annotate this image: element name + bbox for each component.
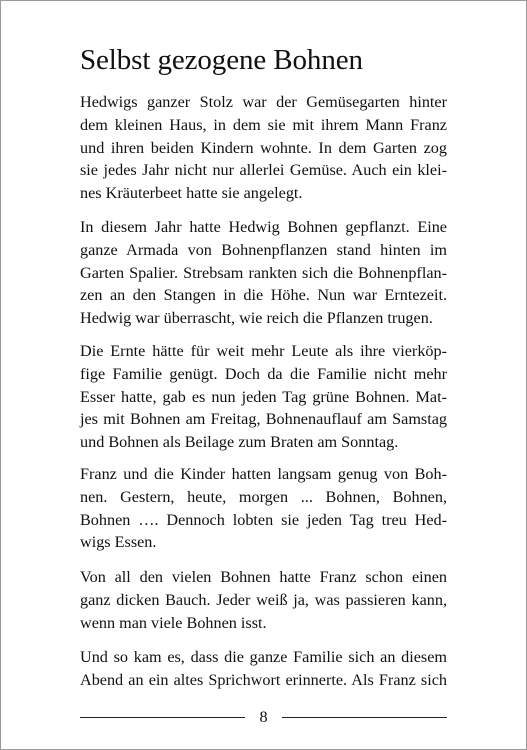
text-line: wigs Essen. [80, 533, 157, 552]
text-line: Hedwig war überrascht, wie reich die Pflanzen trugen. [80, 309, 433, 328]
text-line: nes Kräuterbeet hatte sie angelegt. [80, 184, 303, 203]
text-line: fige Familie genügt. Doch da die Familie nicht mehr [80, 364, 447, 383]
footer-rule-right [282, 717, 447, 718]
page-title: Selbst gezogene Bohnen [80, 44, 363, 76]
text-line: wenn man viele Bohnen isst. [80, 613, 267, 632]
text-line: Franz und die Kinder hatten langsam genug von Boh- [80, 465, 447, 483]
paragraph-1 [80, 91, 447, 205]
paragraph-6 [80, 646, 447, 692]
text-line: In diesem Jahr hatte Hedwig Bohnen gepflanzt. Eine [80, 218, 447, 236]
text-line: Abend an ein altes Sprichwort erinnerte. Als Franz sich [80, 670, 447, 689]
text-line: Garten Spalier. Strebsam rankten sich die Bohnenpflan- [80, 263, 447, 282]
page-number: 8 [259, 708, 268, 726]
paragraph-5 [80, 566, 447, 634]
text-line: dem kleinen Haus, in dem sie mit ihrem Mann Franz [80, 115, 447, 134]
text-line: und Bohnen als Beilage zum Braten am Sonntag. [80, 433, 399, 452]
paragraph-4 [80, 463, 447, 554]
text-line: Esser hatte, gab es nun jeden Tag grüne Bohnen. Mat- [80, 387, 447, 406]
paragraph-2 [80, 216, 447, 330]
text-line: Die Ernte hätte für weit mehr Leute als ihre vierköp- [80, 342, 447, 360]
text-line: jes mit Bohnen am Freitag, Bohnenauflauf am Samstag [80, 410, 447, 429]
text-line: Hedwigs ganzer Stolz war der Gemüsegarten hinter [80, 93, 447, 111]
text-line: und ihren beiden Kindern wohnte. In dem Garten zog [80, 138, 447, 157]
paragraph-3 [80, 340, 447, 454]
text-line: ganz dicken Bauch. Jeder weiß ja, was passieren kann, [80, 590, 447, 609]
text-line: sie jedes Jahr nicht nur allerlei Gemüse. Auch ein klei- [80, 161, 447, 180]
page-content [80, 42, 447, 78]
text-line: Und so kam es, dass die ganze Familie sich an diesem [80, 648, 447, 666]
text-line: ganze Armada von Bohnenpflanzen stand hinten im [80, 240, 447, 259]
page-footer [80, 706, 447, 728]
text-line: nen. Gestern, heute, morgen ... Bohnen, Bohnen, [80, 487, 447, 506]
text-line: Bohnen …. Dennoch lobten sie jeden Tag treu Hed- [80, 510, 447, 529]
text-line: Von all den vielen Bohnen hatte Franz schon einen [80, 568, 447, 586]
text-line: zen an den Stangen in die Höhe. Nun war Erntezeit. [80, 286, 447, 305]
